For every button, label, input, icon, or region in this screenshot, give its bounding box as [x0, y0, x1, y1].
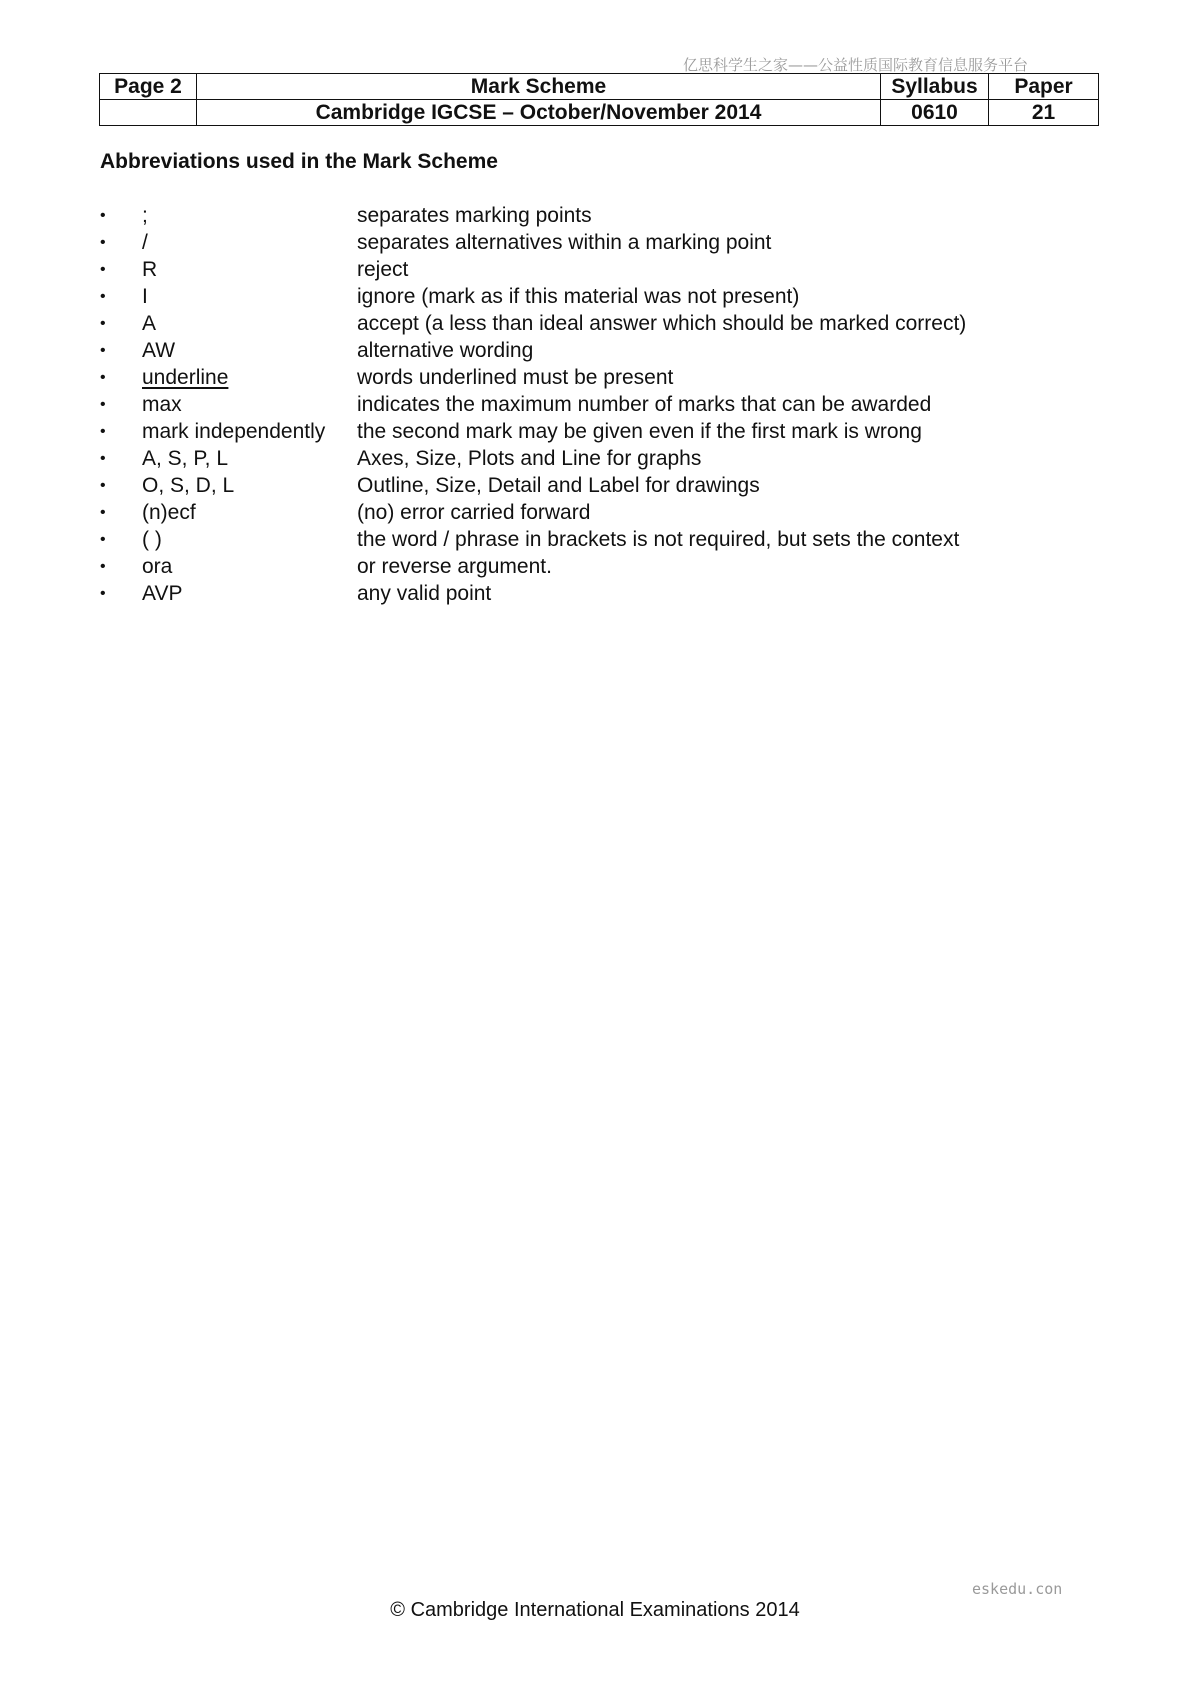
- abbreviation-term: max: [142, 393, 182, 416]
- list-item: [100, 364, 1060, 391]
- abbreviation-term: AVP: [142, 582, 183, 605]
- bullet-icon: •: [100, 207, 106, 224]
- list-item: [100, 310, 1060, 337]
- header-table: [99, 73, 1099, 126]
- bullet-icon: •: [100, 234, 106, 251]
- abbreviation-term: (n)ecf: [142, 501, 196, 524]
- list-item: [100, 256, 1060, 283]
- bullet-icon: •: [100, 450, 106, 467]
- abbreviation-term: ora: [142, 555, 173, 578]
- abbreviation-meaning: indicates the maximum number of marks that can be awarded: [357, 393, 932, 416]
- bullet-icon: •: [100, 288, 106, 305]
- document-subtitle: Cambridge IGCSE – October/November 2014: [197, 100, 881, 126]
- abbreviation-meaning: separates alternatives within a marking point: [357, 231, 772, 254]
- paper-value: 21: [989, 100, 1099, 126]
- bullet-icon: •: [100, 558, 106, 575]
- list-item: [100, 472, 1060, 499]
- abbreviation-meaning: accept (a less than ideal answer which should be marked correct): [357, 312, 967, 335]
- abbreviation-term: A: [142, 312, 157, 335]
- list-item: [100, 229, 1060, 256]
- list-item: [100, 580, 1060, 607]
- syllabus-value: 0610: [881, 100, 989, 126]
- document-title: Mark Scheme: [197, 74, 881, 100]
- watermark-top: 亿思科学生之家——公益性质国际教育信息服务平台: [683, 56, 1029, 74]
- bullet-icon: •: [100, 477, 106, 494]
- abbreviation-meaning: separates marking points: [357, 204, 592, 227]
- abbreviation-term: underline: [142, 366, 229, 389]
- abbreviation-term: ( ): [142, 528, 162, 551]
- list-item: [100, 283, 1060, 310]
- list-item: [100, 337, 1060, 364]
- abbreviation-term: AW: [142, 339, 176, 362]
- watermark-bottom: eskedu.con: [972, 1580, 1063, 1598]
- bullet-icon: •: [100, 531, 106, 548]
- abbreviation-meaning: the word / phrase in brackets is not required, but sets the context: [357, 528, 960, 551]
- abbreviation-meaning: Outline, Size, Detail and Label for drawings: [357, 474, 760, 497]
- list-item: [100, 499, 1060, 526]
- abbreviation-meaning: the second mark may be given even if the first mark is wrong: [357, 420, 922, 443]
- bullet-icon: •: [100, 423, 106, 440]
- abbreviation-meaning: alternative wording: [357, 339, 534, 362]
- bullet-icon: •: [100, 315, 106, 332]
- abbreviation-term: A, S, P, L: [142, 447, 228, 470]
- page-number: Page 2: [100, 74, 197, 100]
- bullet-icon: •: [100, 261, 106, 278]
- list-item: [100, 418, 1060, 445]
- header-row-1: [100, 74, 1099, 100]
- abbreviation-meaning: words underlined must be present: [357, 366, 674, 389]
- abbreviation-list: [100, 202, 1060, 607]
- abbreviation-meaning: or reverse argument.: [357, 555, 552, 578]
- syllabus-label: Syllabus: [881, 74, 989, 100]
- copyright-footer: © Cambridge International Examinations 2014: [390, 1599, 800, 1621]
- bullet-icon: •: [100, 585, 106, 602]
- abbreviation-term: R: [142, 258, 158, 281]
- abbreviation-meaning: reject: [357, 258, 409, 281]
- list-item: [100, 391, 1060, 418]
- page-number-blank: [100, 100, 197, 126]
- abbreviation-meaning: ignore (mark as if this material was not present): [357, 285, 800, 308]
- abbreviation-meaning: (no) error carried forward: [357, 501, 591, 524]
- abbreviation-term: /: [142, 231, 148, 254]
- abbreviation-term: mark independently: [142, 420, 326, 443]
- list-item: [100, 553, 1060, 580]
- bullet-icon: •: [100, 369, 106, 386]
- abbreviation-term: O, S, D, L: [142, 474, 235, 497]
- abbreviation-meaning: any valid point: [357, 582, 492, 605]
- abbreviation-term: I: [142, 285, 148, 308]
- section-heading: Abbreviations used in the Mark Scheme: [100, 150, 498, 173]
- paper-label: Paper: [989, 74, 1099, 100]
- bullet-icon: •: [100, 504, 106, 521]
- bullet-icon: •: [100, 342, 106, 359]
- list-item: [100, 202, 1060, 229]
- header-row-2: [100, 100, 1099, 126]
- list-item: [100, 445, 1060, 472]
- list-item: [100, 526, 1060, 553]
- abbreviation-meaning: Axes, Size, Plots and Line for graphs: [357, 447, 702, 470]
- abbreviation-term: ;: [142, 204, 148, 227]
- bullet-icon: •: [100, 396, 106, 413]
